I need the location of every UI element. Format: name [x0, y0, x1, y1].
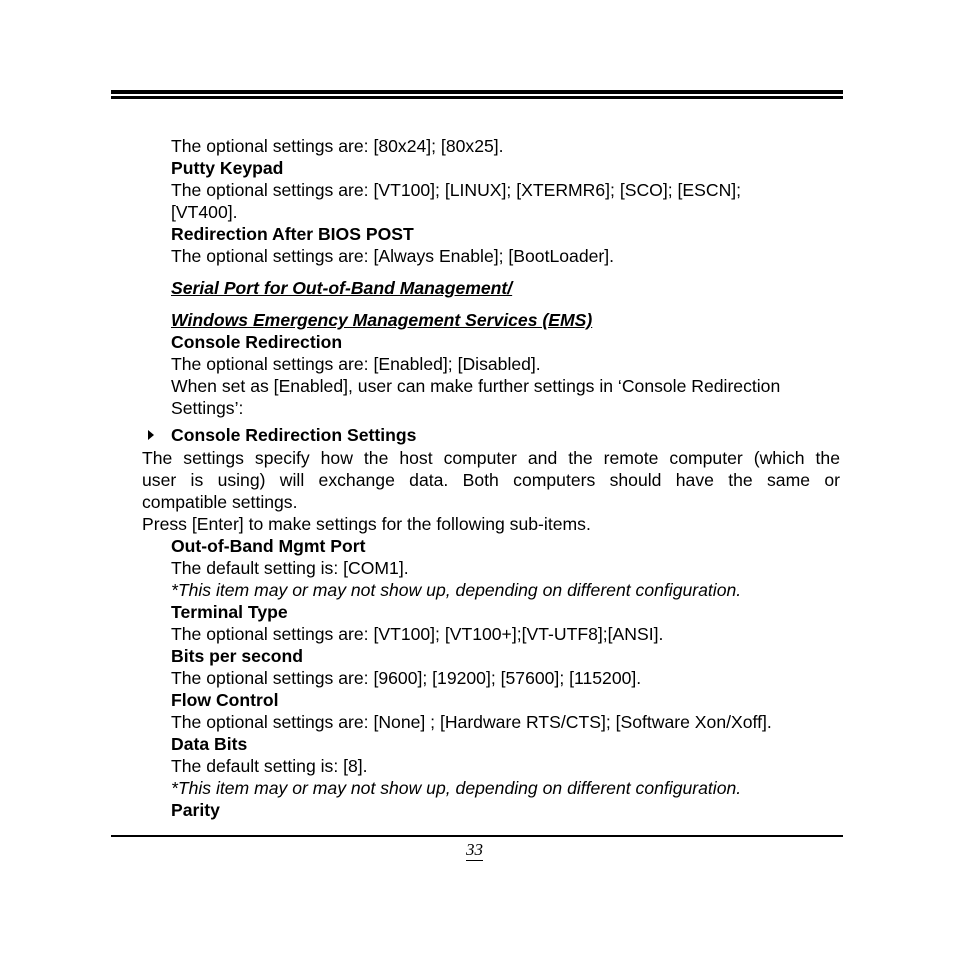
text-line: When set as [Enabled], user can make further settings in ‘Console Redirection [171, 376, 781, 396]
page-number: 33 [466, 840, 483, 859]
heading-console-redirection-settings: Console Redirection Settings [171, 425, 417, 445]
heading-out-of-band-mgmt-port: Out-of-Band Mgmt Port [171, 536, 366, 556]
heading-data-bits: Data Bits [171, 734, 248, 754]
heading-redirection-after-bios-post: Redirection After BIOS POST [171, 224, 414, 244]
text-line: The optional settings are: [Always Enable]; [BootLoader]. [171, 246, 615, 266]
paragraph-line: Press [Enter] to make settings for the following sub-items. [142, 514, 591, 534]
text-line: The optional settings are: [80x24]; [80x25]. [171, 136, 504, 156]
section-title-line-1: Serial Port for Out-of-Band Management/ [171, 278, 513, 298]
section-title-line-2: Windows Emergency Management Services (EMS) [171, 310, 593, 330]
heading-flow-control: Flow Control [171, 690, 279, 710]
text-line: [VT400]. [171, 202, 238, 222]
text-line: The optional settings are: [VT100]; [LINUX]; [XTERMR6]; [SCO]; [ESCN]; [171, 180, 742, 200]
note-line: *This item may or may not show up, depending on different configuration. [171, 778, 742, 798]
paragraph-line: user is using) will exchange data. Both computers should have the same or [142, 470, 840, 490]
paragraph-line: compatible settings. [142, 492, 298, 512]
heading-bits-per-second: Bits per second [171, 646, 303, 666]
text-line: The optional settings are: [Enabled]; [Disabled]. [171, 354, 541, 374]
text-line: Settings’: [171, 398, 244, 418]
header-rule-thick [111, 90, 843, 94]
text-line: The optional settings are: [9600]; [19200]; [57600]; [115200]. [171, 668, 642, 688]
heading-parity: Parity [171, 800, 220, 820]
heading-terminal-type: Terminal Type [171, 602, 288, 622]
text-line: The optional settings are: [None] ; [Hardware RTS/CTS]; [Software Xon/Xoff]. [171, 712, 772, 732]
header-rule-thin [111, 96, 843, 99]
triangle-right-icon [148, 430, 154, 440]
text-line: The optional settings are: [VT100]; [VT100+];[VT-UTF8];[ANSI]. [171, 624, 664, 644]
paragraph-line: The settings specify how the host computer and the remote computer (which the [142, 448, 840, 468]
text-line: The default setting is: [COM1]. [171, 558, 409, 578]
heading-putty-keypad: Putty Keypad [171, 158, 284, 178]
text-line: The default setting is: [8]. [171, 756, 368, 776]
footer-rule [111, 835, 843, 837]
heading-console-redirection: Console Redirection [171, 332, 343, 352]
note-line: *This item may or may not show up, depending on different configuration. [171, 580, 742, 600]
